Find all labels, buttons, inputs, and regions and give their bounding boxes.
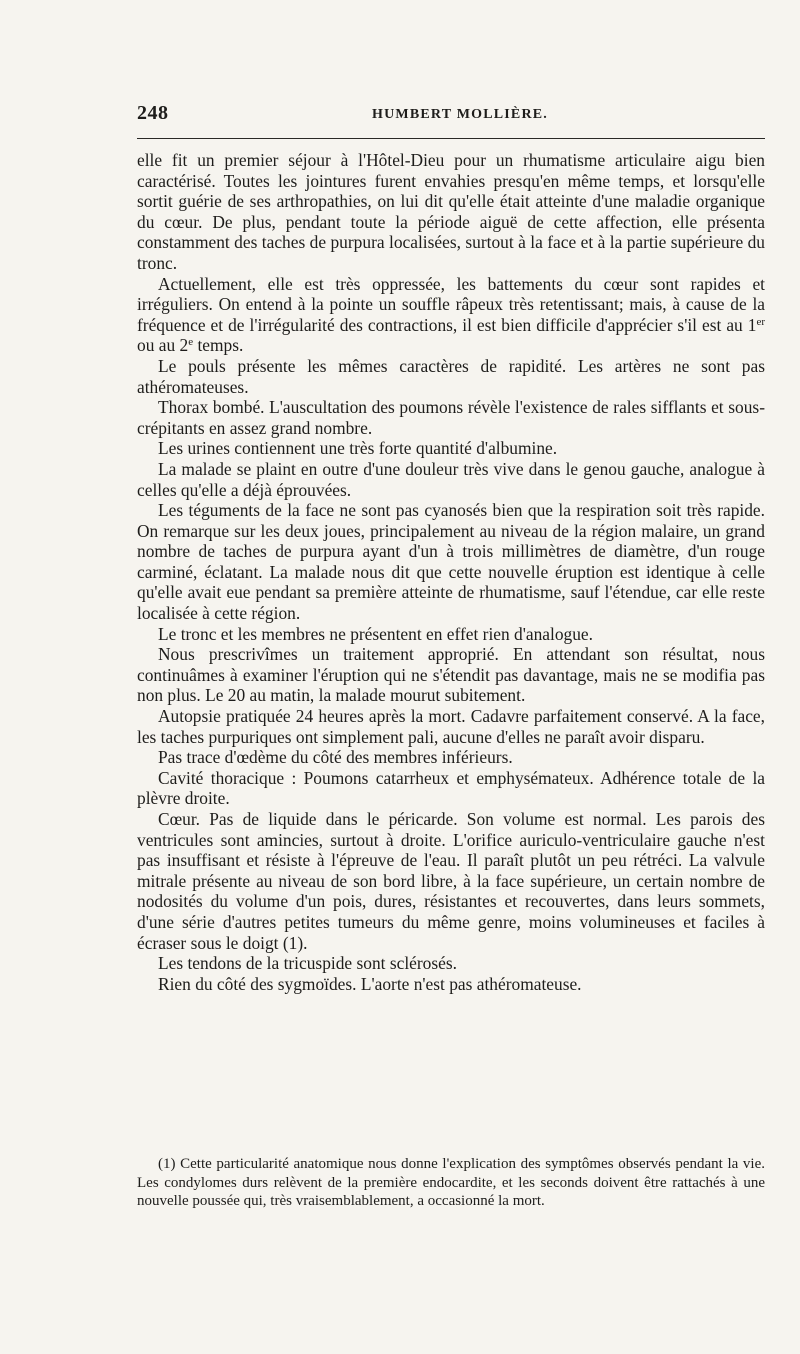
ordinal-superscript: er (756, 315, 765, 328)
body-text (137, 150, 765, 994)
running-head: HUMBERT MOLLIÈRE. (372, 107, 549, 122)
ordinal-superscript: e (188, 336, 194, 349)
paragraph: Autopsie pratiquée 24 heures après la mort. Cadavre parfaitement conservé. A la face, les taches purpuriques ont simplement pali, aucune d'elles ne paraît avoir disparu. (137, 706, 765, 747)
paragraph: Rien du côté des sygmoïdes. L'aorte n'est pas athéromateuse. (158, 973, 582, 994)
paragraph: Le tronc et les membres ne présentent en effet rien d'analogue. (158, 623, 593, 644)
paragraph: Cavité thoracique : Poumons catarrheux et emphysémateux. Adhérence totale de la plèvre droite. (137, 767, 765, 809)
paragraph: Nous prescrivîmes un traitement approprié. En attendant son résultat, nous continuâmes à examiner l'éruption qui ne s'étendit pas davantage, mais ne se modifia pas non plus. Le 20 au matin, la malade mourut subitement. (137, 644, 765, 706)
paragraph: Actuellement, elle est très oppressée, les battements du cœur sont rapides et irréguliers. On entend à la pointe un souffle râpeux très retentissant; mais, à cause de la fréquence et de l'irrégularité des contractions, il est bien difficile d'apprécier s'il est au 1er ou au 2e temps. (137, 273, 765, 356)
paragraph: Les téguments de la face ne sont pas cyanosés bien que la respiration soit très rapide. On remarque sur les deux joues, principalement au niveau de la région malaire, un grand nombre de taches de purpura ayant d'un à trois millimètres de diamètre, d'un rouge carminé, éclatant. La malade nous dit que cette nouvelle éruption est identique à celle qu'elle avait eue pendant sa première atteinte de rhumatisme, sauf l'étendue, car elle reste localisée à cette région. (137, 500, 765, 624)
page-header (137, 100, 765, 130)
header-rule (137, 138, 765, 139)
paragraph: Le pouls présente les mêmes caractères de rapidité. Les artères ne sont pas athéromateuses. (137, 355, 765, 397)
paragraph: La malade se plaint en outre d'une douleur très vive dans le genou gauche, analogue à celles qu'elle a déjà éprouvées. (137, 458, 765, 500)
paragraph: elle fit un premier séjour à l'Hôtel-Dieu pour un rhumatisme articulaire aigu bien caractérisé. Toutes les jointures furent envahies presqu'en même temps, et lorsqu'elle sortit guérie de ses arthropathies, on lui dit qu'elle était atteinte d'une maladie organique du cœur. De plus, pendant toute la période aiguë de cette affection, elle présenta constamment des taches de purpura localisées, surtout à la face et à la partie supérieure du tronc. (137, 150, 765, 273)
paragraph: Les urines contiennent une très forte quantité d'albumine. (158, 438, 558, 459)
footnote: (1) Cette particularité anatomique nous donne l'explication des symptômes observés pendant la vie. Les condylomes durs relèvent de la première endocardite, et les seconds doivent être rattachés à une nouvelle poussée qui, très vraisemblablement, a occasionné la mort. (137, 1156, 765, 1209)
paragraph: Cœur. Pas de liquide dans le péricarde. Son volume est normal. Les parois des ventricules sont amincies, surtout à droite. L'orifice auriculo-ventriculaire gauche n'est pas insuffisant et résiste à l'épreuve de l'eau. Il paraît plutôt un peu rétréci. La valvule mitrale présente au niveau de son bord libre, à la face supérieure, un certain nombre de nodosités du volume d'un pois, dures, résistantes et recouvertes, dans leurs sommets, d'une série d'autres petites tumeurs du même genre, moins volumineuses et faciles à écraser sous le doigt (1). (137, 809, 765, 953)
footnotes (137, 1155, 765, 1211)
paragraph: Les tendons de la tricuspide sont sclérosés. (158, 953, 457, 974)
paragraph: Pas trace d'œdème du côté des membres inférieurs. (158, 747, 513, 768)
page-number: 248 (137, 102, 169, 124)
paragraph: Thorax bombé. L'auscultation des poumons révèle l'existence de rales sifflants et sous-crépitants en assez grand nombre. (137, 397, 765, 438)
